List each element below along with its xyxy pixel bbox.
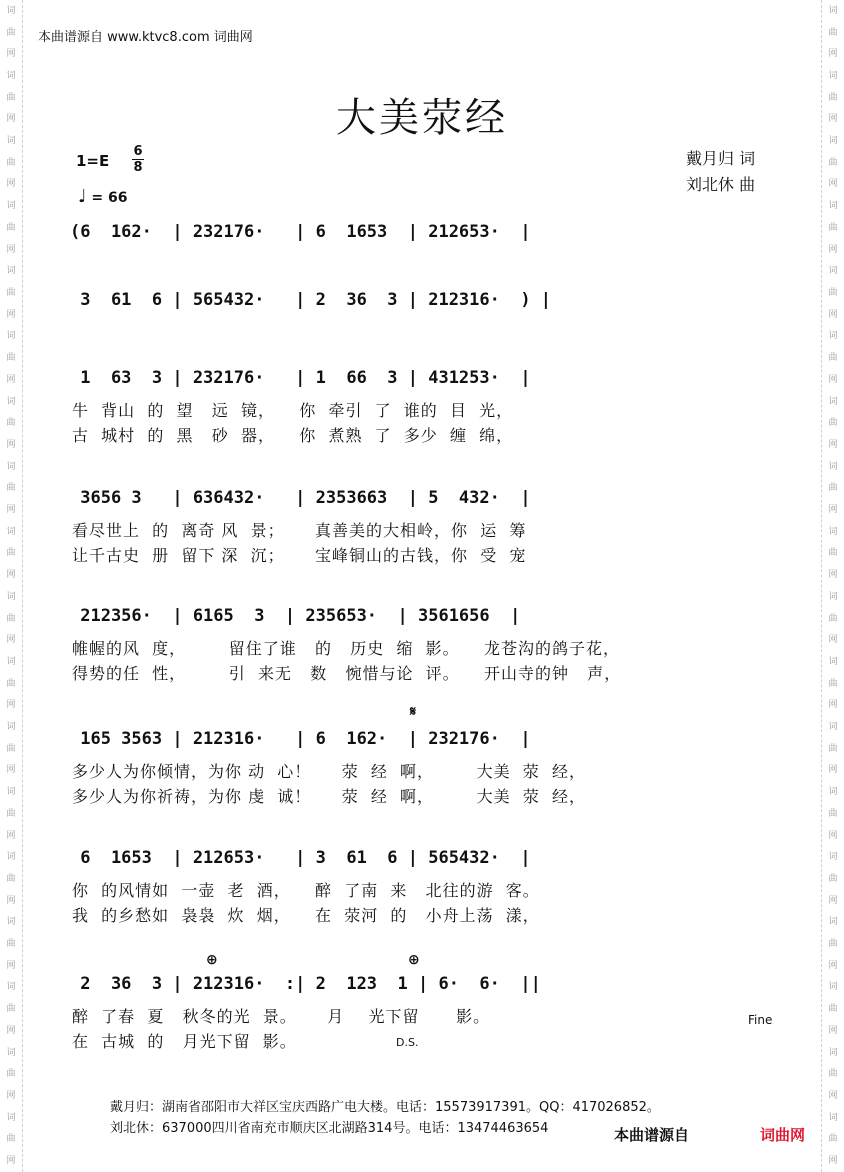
edge-char: 网 [6,114,16,125]
source-note: 本曲谱源自 www.ktvc8.com 词曲网 [38,30,253,45]
edge-char: 曲 [828,678,838,689]
edge-char: 曲 [6,157,16,168]
edge-char: 词 [6,70,16,81]
notation-line: (6 162· | 232176· | 6 1653 | 212653· | [70,222,531,242]
edge-char: 网 [6,439,16,450]
edge-char: 曲 [6,808,16,819]
edge-char: 网 [828,439,838,450]
edge-char: 曲 [828,1004,838,1015]
edge-char: 曲 [828,743,838,754]
edge-char: 曲 [6,548,16,559]
edge-char: 曲 [6,939,16,950]
edge-char: 网 [828,895,838,906]
lyric-line-1: 醉 了春 夏 秋冬的光 景。 月 光下留 影。 [72,1007,491,1026]
edge-char: 词 [828,331,838,342]
lyric-line-1: 牛 背山 的 望 远 镜， 你 牵引 了 谁的 目 光， [72,401,514,420]
edge-char: 曲 [828,939,838,950]
edge-char: 曲 [828,287,838,298]
lyric-line-2: 让千古史 册 留下 深 沉； 宝峰铜山的古钱，你 受 宠 [72,546,527,565]
tempo-value: = 66 [91,190,128,206]
edge-char: 词 [828,266,838,277]
edge-char: 曲 [828,548,838,559]
watermark-source: 本曲谱源自 [614,1126,690,1144]
edge-char: 曲 [6,1069,16,1080]
notation-line: 165 3563 | 212316· | 6 162· | 232176· | [70,729,531,749]
edge-char: 网 [828,635,838,646]
edge-char: 词 [6,852,16,863]
edge-char: 词 [828,982,838,993]
edge-char: 词 [6,982,16,993]
edge-char: 曲 [6,483,16,494]
edge-char: 曲 [6,678,16,689]
edge-char: 词 [828,136,838,147]
edge-char: 网 [828,830,838,841]
notation-line: 2 36 3 | 212316· :| 2 123 1 | 6· 6· || [70,974,541,994]
lyric-line-2: 多少人为你祈祷，为你 虔 诚！ 荥 经 啊， 大美 荥 经， [72,787,586,806]
edge-char: 曲 [828,157,838,168]
edge-char: 网 [6,765,16,776]
fine-marking: Fine [748,1013,773,1027]
footer-lyricist-contact: 戴月归：湖南省邵阳市大祥区宝庆西路广电大楼。电话：15573917391。QQ：417026852。 [110,1100,660,1115]
edge-char: 网 [828,960,838,971]
edge-char: 曲 [6,418,16,429]
lyric-line-1: 看尽世上 的 离奇 风 景； 真善美的大相岭，你 运 筹 [72,521,527,540]
edge-char: 网 [6,895,16,906]
notation-line: 3656 3 | 636432· | 2353663 | 5 432· | [70,488,531,508]
tempo-marking [78,186,127,207]
edge-char: 网 [6,179,16,190]
lyric-line-2: 我 的乡愁如 袅袅 炊 烟， 在 荥河 的 小舟上荡 漾， [72,906,540,925]
edge-char: 词 [6,461,16,472]
edge-char: 词 [6,1047,16,1058]
edge-char: 网 [828,179,838,190]
edge-char: 曲 [6,873,16,884]
edge-char: 词 [828,461,838,472]
edge-char: 网 [6,1025,16,1036]
edge-char: 词 [6,266,16,277]
edge-char: 网 [6,960,16,971]
coda-icon-2: ⊕ [408,952,420,968]
edge-char: 网 [828,1025,838,1036]
edge-char: 词 [828,70,838,81]
lyric-line-1: 多少人为你倾情，为你 动 心！ 荥 经 啊， 大美 荥 经， [72,762,586,781]
lyric-line-1: 帷幄的风 度， 留住了谁 的 历史 缩 影。 龙苍沟的鸽子花， [72,639,620,658]
edge-char: 词 [6,591,16,602]
edge-char: 词 [6,331,16,342]
lyric-line-1: 你 的风情如 一壶 老 酒， 醉 了南 来 北往的游 客。 [72,881,540,900]
edge-char: 词 [828,1112,838,1123]
edge-char: 曲 [828,27,838,38]
edge-char: 网 [6,1156,16,1167]
edge-char: 词 [828,201,838,212]
edge-char: 词 [6,1112,16,1123]
edge-watermark-left [0,0,23,1172]
edge-char: 网 [6,505,16,516]
edge-char: 词 [828,526,838,537]
edge-char: 网 [6,700,16,711]
edge-char: 曲 [828,613,838,624]
edge-char: 曲 [828,353,838,364]
edge-char: 词 [6,656,16,667]
edge-char: 网 [828,765,838,776]
edge-char: 词 [828,396,838,407]
edge-char: 词 [6,917,16,928]
segno-icon: 𝄋 [410,704,417,720]
edge-char: 网 [828,700,838,711]
edge-char: 曲 [6,222,16,233]
ds-marking: D.S. [396,1036,419,1049]
footer-contacts [110,1097,660,1139]
edge-char: 词 [6,396,16,407]
edge-char: 网 [828,570,838,581]
notation-line: 3 61 6 | 565432· | 2 36 3 | 212316· ) | [70,290,552,310]
edge-char: 曲 [828,873,838,884]
edge-char: 词 [828,917,838,928]
edge-char: 曲 [828,808,838,819]
edge-char: 网 [6,309,16,320]
lyric-line-2: 得势的任 性， 引 来无 数 惋惜与论 评。 开山寺的钟 声， [72,664,622,683]
song-title: 大美荥经 [336,95,508,141]
edge-char: 词 [828,1047,838,1058]
edge-char: 曲 [828,222,838,233]
edge-char: 网 [828,114,838,125]
notation-line: 1 63 3 | 232176· | 1 66 3 | 431253· | [70,368,531,388]
edge-char: 曲 [6,743,16,754]
edge-char: 词 [828,5,838,16]
edge-char: 网 [6,570,16,581]
edge-char: 曲 [828,92,838,103]
edge-char: 曲 [6,92,16,103]
key-signature: 1=E [76,152,110,170]
coda-icon-1: ⊕ [206,952,218,968]
edge-char: 词 [6,722,16,733]
edge-char: 网 [6,635,16,646]
edge-char: 曲 [6,1004,16,1015]
watermark-site: 词曲网 [760,1126,806,1144]
edge-char: 词 [828,656,838,667]
edge-char: 曲 [828,1069,838,1080]
edge-char: 网 [828,49,838,60]
edge-char: 曲 [828,1134,838,1145]
edge-char: 网 [6,49,16,60]
edge-char: 网 [6,830,16,841]
notation-line: 6 1653 | 212653· | 3 61 6 | 565432· | [70,848,531,868]
edge-char: 词 [6,5,16,16]
meter-top: 6 [133,144,143,159]
edge-char: 词 [6,526,16,537]
edge-char: 网 [828,309,838,320]
edge-watermark-right [821,0,844,1172]
edge-char: 网 [6,1091,16,1101]
footer-composer-contact: 刘北休：637000四川省南充市顺庆区北湖路314号。电话：13474463654 [110,1121,549,1136]
edge-char: 曲 [6,27,16,38]
notation-line: 212356· | 6165 3 | 235653· | 3561656 | [70,606,521,626]
composer-credit: 刘北休 曲 [686,175,756,194]
edge-char: 曲 [6,1134,16,1145]
edge-char: 网 [828,1156,838,1167]
edge-char: 网 [6,374,16,385]
edge-char: 词 [828,787,838,798]
edge-char: 网 [828,374,838,385]
edge-char: 词 [828,852,838,863]
edge-char: 曲 [6,613,16,624]
edge-char: 网 [828,1091,838,1101]
edge-char: 词 [828,591,838,602]
edge-char: 曲 [828,418,838,429]
edge-char: 网 [828,244,838,255]
edge-char: 词 [828,722,838,733]
lyricist-credit: 戴月归 词 [686,149,756,168]
edge-char: 曲 [828,483,838,494]
edge-char: 网 [828,505,838,516]
edge-char: 词 [6,201,16,212]
edge-char: 网 [6,244,16,255]
meter-bottom: 8 [133,160,143,175]
lyric-line-2: 古 城村 的 黑 砂 器， 你 煮熟 了 多少 缠 绵， [72,426,514,445]
time-signature [132,144,144,175]
edge-char: 曲 [6,287,16,298]
edge-char: 词 [6,787,16,798]
edge-char: 词 [6,136,16,147]
quarter-note-icon: ♩ [78,186,87,207]
edge-char: 曲 [6,353,16,364]
lyric-line-2: 在 古城 的 月光下留 影。 [72,1032,297,1051]
